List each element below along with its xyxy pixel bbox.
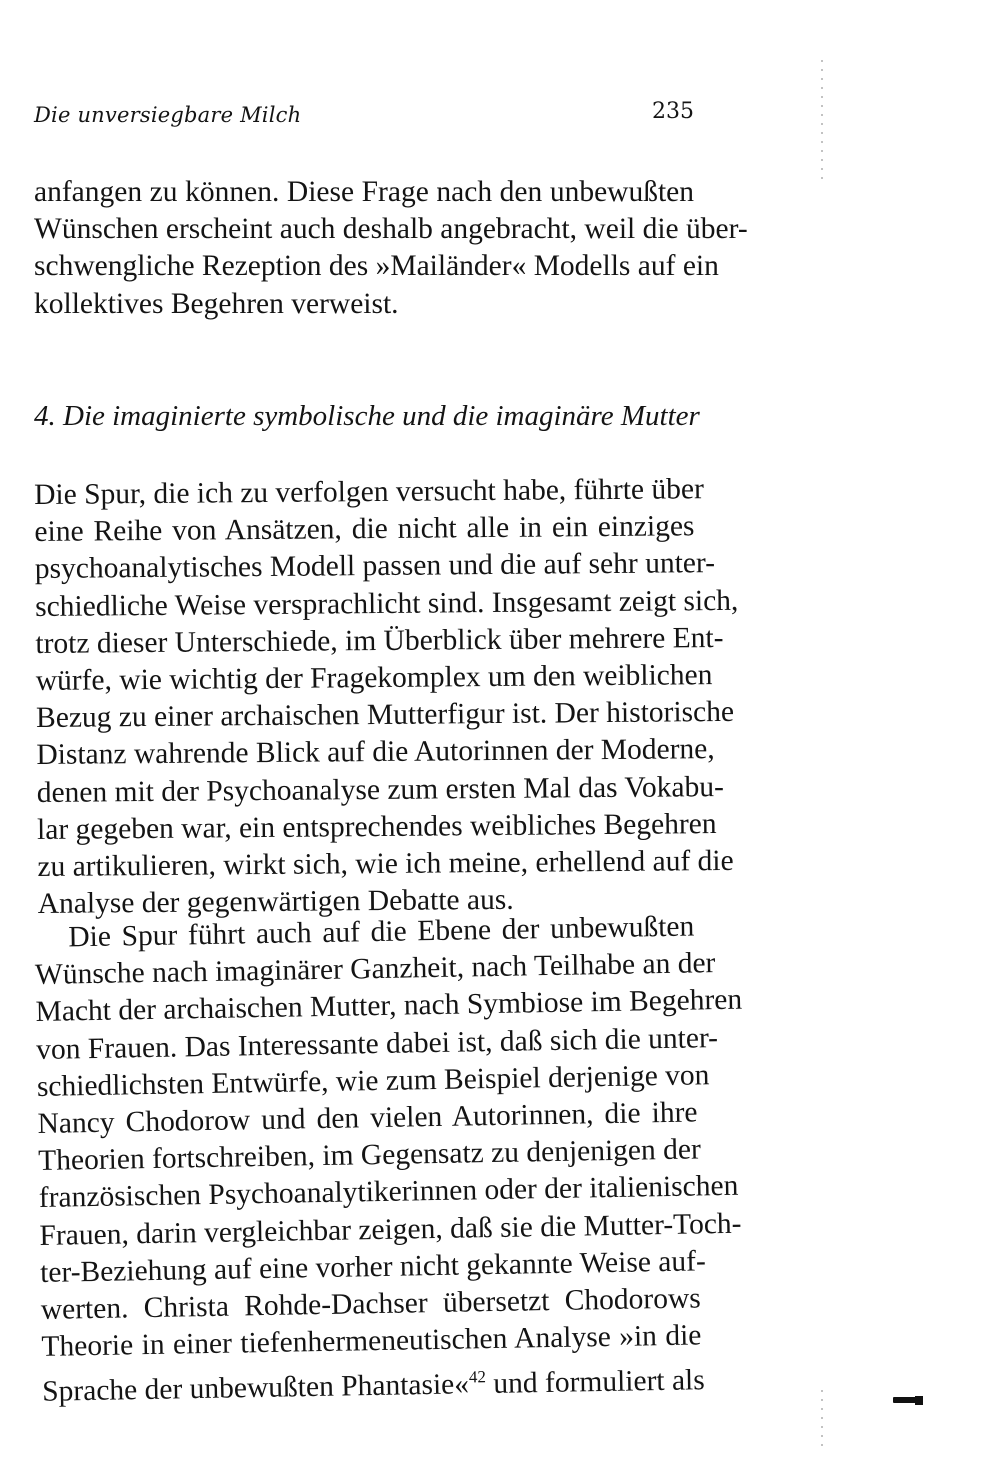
text-line: von Frauen. Das Interessante dabei ist, daß sich die unter-: [35, 1021, 719, 1066]
paragraph-2: [34, 908, 743, 1411]
page-number: 235: [652, 99, 694, 124]
paragraph-1: [34, 471, 739, 923]
text-line: Die Spur führt auch auf die Ebene der unbewußten: [68, 910, 695, 954]
text-line: Bezug zu einer archaischen Mutterfigur ist. Der historische: [35, 696, 735, 735]
text-line: Wünsche nach imaginärer Ganzheit, nach Teilhabe an der: [34, 947, 716, 992]
text-line: anfangen zu können. Diese Frage nach den unbewußten: [34, 176, 694, 208]
text-line: schiedlichsten Entwürfe, wie zum Beispiel derjenige von: [36, 1059, 710, 1103]
text-line: Theorie in einer tiefenhermeneutischen Analyse »in die: [41, 1319, 702, 1364]
text-line: eine Reihe von Ansätzen, die nicht alle in ein einziges: [34, 510, 695, 549]
text-fragment: Sprache der unbewußten Phantasie«: [41, 1368, 470, 1409]
text-line: Frauen, darin vergleichbar zeigen, daß sie die Mutter-Toch-: [39, 1207, 742, 1252]
text-line: psychoanalytisches Modell passen und die auf sehr unter-: [34, 547, 716, 586]
text-line: denen mit der Psychoanalyse zum ersten Mal das Vokabu-: [36, 770, 724, 809]
text-line: zu artikulieren, wirkt sich, wie ich meine, erhellend auf die: [37, 844, 734, 884]
margin-arrow-mark: [893, 1397, 923, 1403]
text-line: würfe, wie wichtig der Fragekomplex um den weiblichen: [35, 659, 713, 698]
section-heading: 4. Die imaginierte symbolische und die imaginäre Mutter: [34, 400, 700, 432]
text-line: trotz dieser Unterschiede, im Überblick über mehrere Ent-: [35, 621, 724, 660]
scan-edge-speckle: [821, 60, 823, 180]
text-line: Macht der archaischen Mutter, nach Symbiose im Begehren: [35, 984, 743, 1029]
footnote-ref: 42: [468, 1367, 487, 1387]
scan-edge-speckle: [821, 1390, 823, 1450]
text-line: Distanz wahrende Blick auf die Autorinnen der Moderne,: [36, 733, 715, 772]
text-line: Theorien fortschreiben, im Gegensatz zu denjenigen der: [37, 1133, 702, 1178]
text-line: Nancy Chodorow und den vielen Autorinnen, die ihre: [37, 1096, 698, 1140]
text-line: werten. Christa Rohde-Dachser übersetzt Chodorows: [40, 1282, 701, 1326]
text-line: kollektives Begehren verweist.: [34, 287, 399, 320]
intro-paragraph: [34, 174, 748, 323]
text-line: Analyse der gegenwärtigen Debatte aus.: [37, 884, 514, 921]
text-fragment: und formuliert als: [485, 1364, 705, 1401]
text-line: schwengliche Rezeption des »Mailänder« Modells auf ein: [34, 250, 719, 283]
text-line: ter-Beziehung auf eine vorher nicht gekannte Weise auf-: [39, 1245, 707, 1289]
text-line: schiedliche Weise versprachlicht sind. Insgesamt zeigt sich,: [34, 584, 739, 623]
text-line: französischen Psychoanalytikerinnen oder der italienischen: [38, 1170, 739, 1215]
running-title: Die unversiegbare Milch: [34, 103, 302, 127]
text-line: lar gegeben war, ein entsprechendes weibliches Begehren: [36, 807, 717, 846]
text-line: Die Spur, die ich zu verfolgen versucht habe, führte über: [34, 473, 704, 511]
text-line: Wünschen erscheint auch deshalb angebracht, weil die über-: [34, 213, 748, 246]
